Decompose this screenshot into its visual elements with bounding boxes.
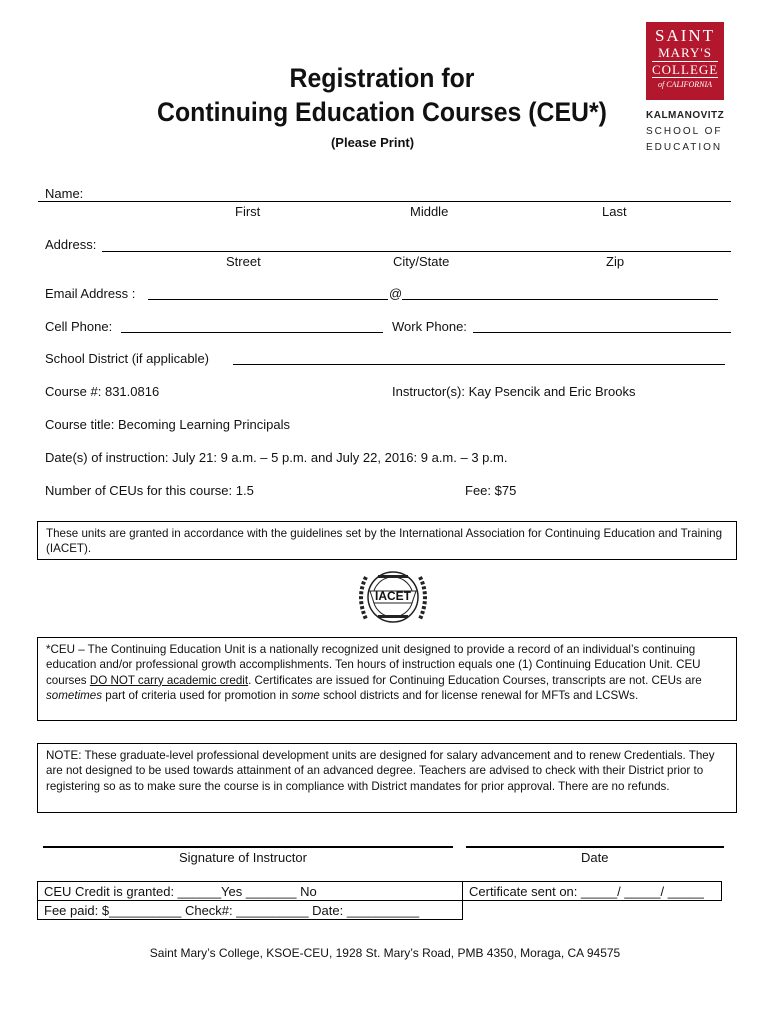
iacet-notice-box — [37, 521, 737, 560]
email-label: Email Address : — [45, 286, 136, 301]
page-title-line1: Registration for — [289, 63, 475, 93]
iacet-notice-text: These units are granted in accordance with the guidelines set by the International Association for Continuing Education and Training (IACET). — [46, 527, 723, 556]
logo-line3: COLLEGE — [652, 62, 719, 77]
iacet-logo — [352, 569, 434, 625]
table-row — [38, 882, 722, 901]
name-label: Name: — [45, 186, 84, 201]
table-row — [38, 901, 722, 920]
instructor-signature-field[interactable] — [43, 846, 453, 848]
ceu-text-2: . Certificates are issued for Continuing Education Courses, transcripts are not. CEUs are — [248, 673, 702, 687]
ceu-text-4: school districts and for license renewal for MFTs and LCSWs. — [319, 689, 639, 703]
email-at-sign: @ — [389, 286, 403, 301]
address-city-caption: City/State — [393, 254, 450, 269]
ceu-text-italic-1: sometimes — [46, 689, 103, 703]
instructors: Instructor(s): Kay Psencik and Eric Brooks — [392, 384, 636, 399]
name-first-caption: First — [235, 204, 261, 219]
ceu-definition-box — [37, 637, 737, 721]
signature-date-field[interactable] — [466, 846, 724, 848]
name-middle-caption: Middle — [410, 204, 449, 219]
school-district-label: School District (if applicable) — [45, 351, 210, 366]
note-box — [37, 743, 737, 813]
page-subtitle: (Please Print) — [330, 135, 415, 150]
address-label: Address: — [45, 237, 97, 252]
certificate-sent-cell[interactable]: Certificate sent on: _____/ _____/ _____ — [463, 882, 722, 901]
office-use-table — [37, 881, 722, 920]
ceu-text-3: part of criteria used for promotion in — [102, 689, 292, 703]
email-user-field[interactable] — [148, 299, 388, 300]
footer-address: Saint Mary’s College, KSOE-CEU, 1928 St. Mary’s Road, PMB 4350, Moraga, CA 94575 — [149, 946, 621, 960]
dates-of-instruction: Date(s) of instruction: July 21: 9 a.m. – 5 p.m. and July 22, 2016: 9 a.m. – 3 p.m. — [45, 450, 508, 465]
course-title: Course title: Becoming Learning Principals — [45, 417, 290, 432]
note-text: NOTE: These graduate-level professional development units are designed for salary advancement and to renew Credentials. They are not designed to be used towards attainment of an advanced degree. Teachers are advised to check with their District prior to registering so as to make sure the course is in compliance with District mandates for prior approval. There are no refunds. — [46, 749, 715, 793]
cell-phone-label: Cell Phone: — [45, 319, 113, 334]
logo-line4: of CALIFORNIA — [658, 80, 712, 89]
address-zip-caption: Zip — [606, 254, 625, 269]
signature-date-label: Date — [581, 850, 609, 865]
logo-line1: SAINT — [654, 26, 716, 45]
school-name-line1: KALMANOVITZ — [646, 110, 725, 121]
address-field[interactable] — [102, 251, 731, 252]
work-phone-label: Work Phone: — [392, 319, 467, 334]
email-domain-field[interactable] — [402, 299, 718, 300]
ceu-text-italic-2: some — [291, 689, 320, 703]
address-street-caption: Street — [226, 254, 261, 269]
school-district-field[interactable] — [233, 364, 725, 365]
empty-cell — [463, 901, 722, 920]
signature-label: Signature of Instructor — [179, 850, 307, 865]
fee-paid-cell[interactable]: Fee paid: $__________ Check#: __________ Date: __________ — [38, 901, 463, 920]
page-title-line2: Continuing Education Courses (CEU*) — [157, 97, 607, 127]
logo-line2: MARY'S — [658, 45, 712, 60]
name-field[interactable] — [38, 201, 731, 202]
cell-phone-field[interactable] — [121, 332, 383, 333]
course-number: Course #: 831.0816 — [45, 384, 160, 399]
ceu-text-underlined: DO NOT carry academic credit — [89, 673, 249, 687]
school-name-line2: SCHOOL OF — [646, 126, 723, 137]
ceu-text-1: *CEU – The Continuing Education Unit is a nationally recognized unit designed to provide a record of an individual’s continuing education and/or professional growth accomplishments. Ten hours of instruction equals one (1) Continuing Education Unit. CEU courses — [46, 643, 701, 687]
ceu-count: Number of CEUs for this course: 1.5 — [45, 483, 254, 498]
name-last-caption: Last — [602, 204, 627, 219]
ceu-credit-cell[interactable]: CEU Credit is granted: ______Yes _______ No — [38, 882, 463, 901]
school-name-line3: EDUCATION — [646, 142, 723, 153]
course-fee: Fee: $75 — [465, 483, 517, 498]
iacet-logo-text: IACET — [375, 589, 411, 603]
work-phone-field[interactable] — [473, 332, 731, 333]
